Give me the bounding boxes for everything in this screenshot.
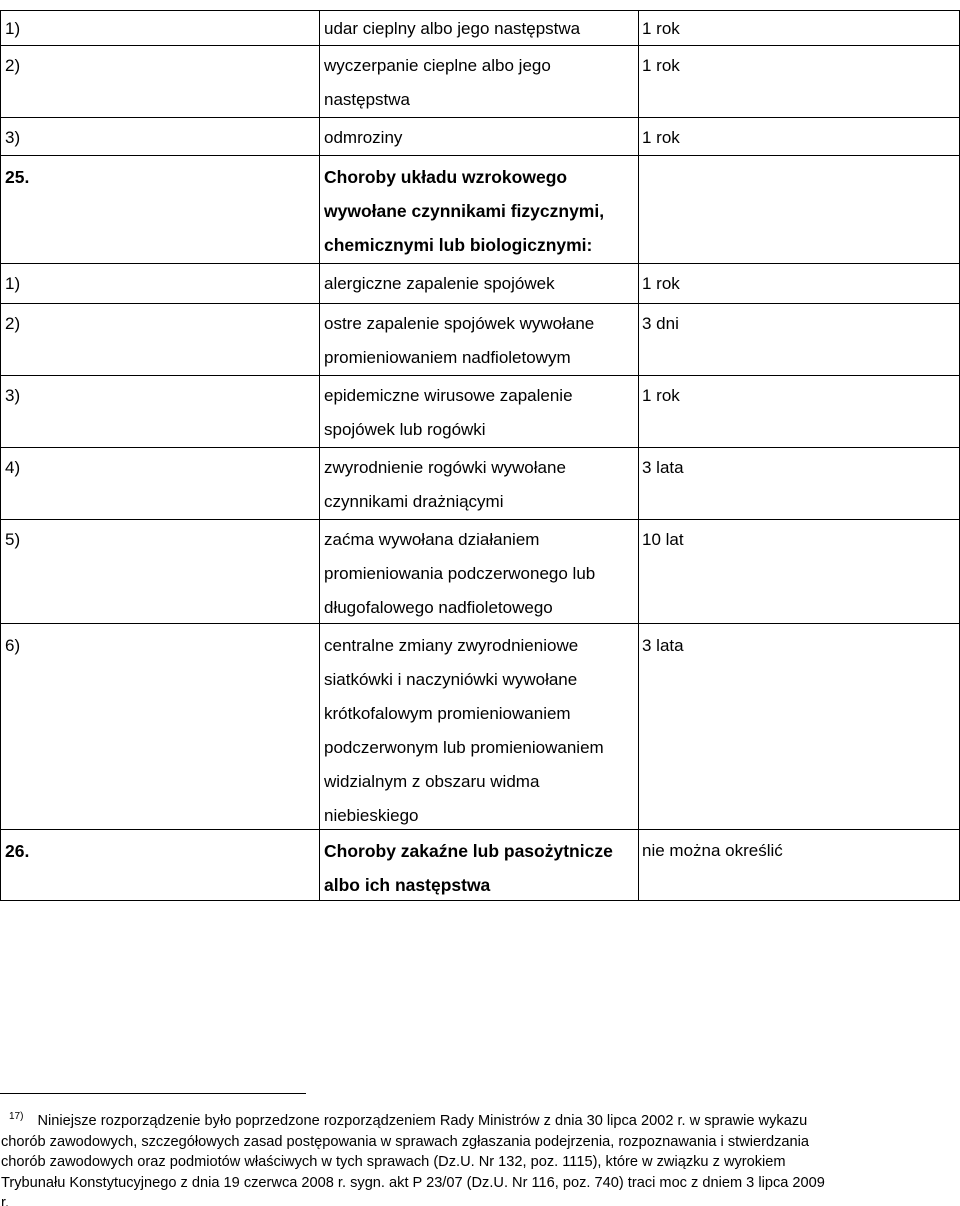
item-number-text: 2): [5, 56, 21, 75]
item-description: [320, 264, 639, 303]
item-description: [320, 376, 639, 447]
table-row: [0, 118, 960, 156]
table-row: [0, 520, 960, 624]
item-number: [0, 624, 320, 829]
item-number-text: 3): [5, 128, 21, 147]
recognition-period: [639, 46, 960, 117]
description-line: promieniowania podczerwonego lub: [324, 564, 596, 583]
table-row: [0, 10, 960, 46]
section-number-text: 25.: [5, 167, 30, 187]
period-value: 10 lat: [642, 530, 684, 549]
item-number-text: 3): [5, 386, 21, 405]
item-number: [0, 46, 320, 117]
section-title-line: Choroby zakaźne lub pasożytnicze: [324, 841, 613, 861]
description-line: alergiczne zapalenie spojówek: [324, 274, 555, 293]
item-description: [320, 118, 639, 155]
table-row: [0, 376, 960, 448]
footnote-line: [1, 1111, 959, 1132]
recognition-period: [639, 156, 960, 263]
section-title-line: albo ich następstwa: [324, 875, 491, 895]
section-number-text: 26.: [5, 841, 30, 861]
item-number-text: 2): [5, 314, 21, 333]
section-title-line: chemicznymi lub biologicznymi:: [324, 235, 593, 255]
recognition-period: [639, 448, 960, 519]
section-number: [0, 830, 320, 900]
table-row: [0, 304, 960, 376]
item-number-text: 5): [5, 530, 21, 549]
recognition-period: [639, 304, 960, 375]
item-number-text: 1): [5, 274, 21, 293]
item-number: [0, 118, 320, 155]
table-row: [0, 264, 960, 304]
section-row: [0, 830, 960, 901]
description-line: następstwa: [324, 90, 410, 109]
description-line: zaćma wywołana działaniem: [324, 530, 540, 549]
description-line: krótkofalowym promieniowaniem: [324, 704, 571, 723]
item-number: [0, 304, 320, 375]
section-title: [320, 156, 639, 263]
period-value: 1 rok: [642, 274, 680, 293]
section-title: [320, 830, 639, 900]
period-value: 3 lata: [642, 636, 684, 655]
item-description: [320, 624, 639, 829]
item-number: [0, 11, 320, 45]
period-value: 1 rok: [642, 56, 680, 75]
section-title-line: wywołane czynnikami fizycznymi,: [324, 201, 605, 221]
description-line: podczerwonym lub promieniowaniem: [324, 738, 604, 757]
footnote-line: chorób zawodowych, szczegółowych zasad postępowania w sprawach zgłaszania podejrzenia, rozpoznawania i stwierdzania: [1, 1133, 809, 1150]
period-value: 3 lata: [642, 458, 684, 477]
item-description: [320, 448, 639, 519]
recognition-period: [639, 520, 960, 623]
period-value: 1 rok: [642, 19, 680, 38]
recognition-period: [639, 376, 960, 447]
period-value: 1 rok: [642, 386, 680, 405]
description-line: odmroziny: [324, 128, 403, 147]
description-line: promieniowaniem nadfioletowym: [324, 348, 571, 367]
description-line: siatkówki i naczyniówki wywołane: [324, 670, 578, 689]
description-line: wyczerpanie cieplne albo jego: [324, 56, 551, 75]
description-line: ostre zapalenie spojówek wywołane: [324, 314, 595, 333]
description-line: czynnikami drażniącymi: [324, 492, 504, 511]
item-number: [0, 520, 320, 623]
item-number: [0, 448, 320, 519]
description-line: niebieskiego: [324, 806, 419, 825]
table-row: [0, 624, 960, 830]
item-description: [320, 46, 639, 117]
recognition-period: [639, 11, 960, 45]
footnote-line-text: Niniejsze rozporządzenie było poprzedzone rozporządzeniem Rady Ministrów z dnia 30 lipca 2002 r. w sprawie wykazu: [37, 1113, 808, 1129]
description-line: spojówek lub rogówki: [324, 420, 486, 439]
footnote-line: r.: [1, 1195, 10, 1206]
description-line: długofalowego nadfioletowego: [324, 598, 553, 617]
table-row: [0, 448, 960, 520]
description-line: zwyrodnienie rogówki wywołane: [324, 458, 566, 477]
period-value: 3 dni: [642, 314, 679, 333]
description-line: centralne zmiany zwyrodnieniowe: [324, 636, 579, 655]
footnote: [1, 1111, 959, 1206]
item-number-text: 6): [5, 636, 21, 655]
description-line: widzialnym z obszaru widma: [324, 772, 540, 791]
footnote-separator: [0, 1093, 306, 1094]
period-value: 1 rok: [642, 128, 680, 147]
item-description: [320, 304, 639, 375]
item-description: [320, 520, 639, 623]
item-number: [0, 376, 320, 447]
recognition-period: [639, 830, 960, 900]
item-number: [0, 264, 320, 303]
section-title-line: Choroby układu wzrokowego: [324, 167, 568, 187]
section-number: [0, 156, 320, 263]
description-line: epidemiczne wirusowe zapalenie: [324, 386, 573, 405]
recognition-period: [639, 264, 960, 303]
section-row: [0, 156, 960, 264]
footnote-line: Trybunału Konstytucyjnego z dnia 19 czerwca 2008 r. sygn. akt P 23/07 (Dz.U. Nr 116, poz. 740) traci moc z dniem 3 lipca 2009: [1, 1174, 825, 1191]
period-value: nie można określić: [642, 841, 783, 860]
description-line: udar cieplny albo jego następstwa: [324, 19, 581, 38]
recognition-period: [639, 118, 960, 155]
table-row: [0, 46, 960, 118]
footnote-line: chorób zawodowych oraz podmiotów właściwych w tych sprawach (Dz.U. Nr 132, poz. 1115), które w związku z wyrokiem: [1, 1154, 786, 1170]
item-description: [320, 11, 639, 45]
item-number-text: 1): [5, 19, 21, 38]
recognition-period: [639, 624, 960, 829]
item-number-text: 4): [5, 458, 21, 477]
footnote-marker: 17): [9, 1111, 24, 1122]
